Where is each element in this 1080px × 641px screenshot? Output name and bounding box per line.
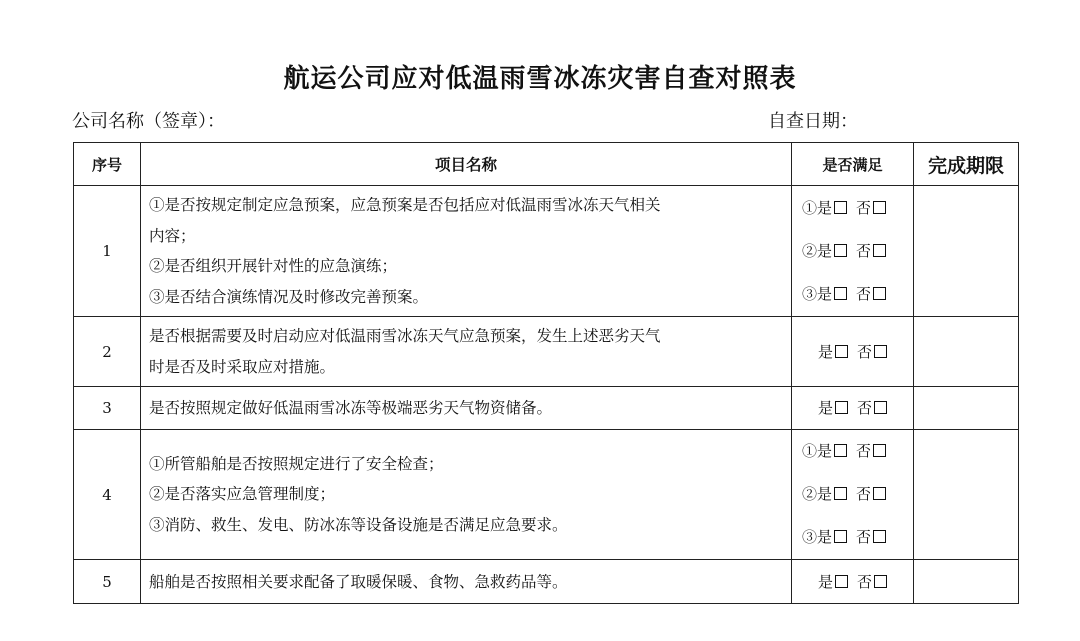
no-checkbox[interactable] <box>873 444 886 457</box>
satisfied-cell <box>792 186 914 317</box>
yes-no-option <box>792 332 913 372</box>
header-satisfied: 是否满足 <box>792 143 914 186</box>
no-label: 否 <box>856 241 872 260</box>
yes-label: 是 <box>817 284 833 303</box>
header-deadline: 完成期限 <box>914 143 1019 186</box>
no-label: 否 <box>856 284 872 303</box>
item-text-line: 时是否及时采取应对措施。 <box>149 357 336 376</box>
yes-no-option <box>792 187 913 230</box>
no-label: 否 <box>856 198 872 217</box>
check-date-label: 自查日期： <box>768 111 858 132</box>
yes-no-option <box>792 473 913 516</box>
table-row <box>74 317 1019 387</box>
no-checkbox[interactable] <box>873 530 886 543</box>
no-label: 否 <box>856 485 872 503</box>
item-text-line: ③消防、救生、发电、防冰冻等设备设施是否满足应急要求。 <box>149 515 568 534</box>
yes-no-option <box>792 230 913 273</box>
row-number: 4 <box>74 430 141 560</box>
no-checkbox[interactable] <box>873 201 886 214</box>
yes-checkbox[interactable] <box>835 575 848 588</box>
item-text-line: ②是否落实应急管理制度； <box>149 485 336 504</box>
item-description <box>141 430 792 560</box>
yes-label: 是 <box>817 528 833 546</box>
item-text-line: ①所管船舶是否按照规定进行了安全检查； <box>149 454 444 473</box>
no-checkbox[interactable] <box>874 575 887 588</box>
yes-checkbox[interactable] <box>835 345 848 358</box>
yes-checkbox[interactable] <box>834 201 847 214</box>
item-text-line: ②是否组织开展针对性的应急演练； <box>149 257 398 275</box>
no-label: 否 <box>856 528 872 546</box>
item-description <box>141 317 792 387</box>
yes-checkbox[interactable] <box>834 244 847 257</box>
satisfied-cell <box>792 430 914 560</box>
deadline-cell[interactable] <box>914 430 1019 560</box>
option-number: ③ <box>802 528 818 546</box>
no-label: 否 <box>857 572 873 591</box>
item-description <box>141 186 792 317</box>
item-text-line: 是否按照规定做好低温雨雪冰冻等极端恶劣天气物资储备。 <box>149 399 553 417</box>
table-row <box>74 430 1019 560</box>
yes-no-option <box>792 388 913 428</box>
yes-label: 是 <box>817 241 833 260</box>
yes-no-option <box>792 273 913 316</box>
yes-checkbox[interactable] <box>834 444 847 457</box>
yes-label: 是 <box>817 572 833 591</box>
header-item-name: 项目名称 <box>141 143 792 186</box>
no-checkbox[interactable] <box>873 287 886 300</box>
row-number: 1 <box>74 186 141 317</box>
yes-no-option <box>792 516 913 559</box>
document-title: 航运公司应对低温雨雪冰冻灾害自查对照表 <box>283 64 797 94</box>
company-name-label: 公司名称（签章）： <box>72 111 225 132</box>
table-row <box>74 387 1019 430</box>
deadline-cell[interactable] <box>914 387 1019 430</box>
item-text-line: 船舶是否按照相关要求配备了取暖保暖、食物、急救药品等。 <box>149 572 568 591</box>
yes-label: 是 <box>817 399 833 417</box>
yes-label: 是 <box>817 485 833 503</box>
no-checkbox[interactable] <box>873 244 886 257</box>
no-label: 否 <box>857 399 873 417</box>
satisfied-cell <box>792 560 914 604</box>
yes-checkbox[interactable] <box>834 487 847 500</box>
yes-checkbox[interactable] <box>834 287 847 300</box>
option-number: ① <box>802 198 818 217</box>
item-text-line: ①是否按规定制定应急预案，应急预案是否包括应对低温雨雪冰冻天气相关 <box>149 196 661 214</box>
option-number: ① <box>802 442 818 460</box>
table-header-row <box>74 143 1019 186</box>
self-check-table <box>73 142 1019 604</box>
item-text-line: 是否根据需要及时启动应对低温雨雪冰冻天气应急预案，发生上述恶劣天气 <box>149 327 661 345</box>
header-no: 序号 <box>74 143 141 186</box>
yes-label: 是 <box>817 198 833 217</box>
option-number: ② <box>802 485 818 503</box>
row-number: 5 <box>74 560 141 604</box>
table-row <box>74 560 1019 604</box>
no-checkbox[interactable] <box>873 487 886 500</box>
option-number: ③ <box>802 284 818 303</box>
deadline-cell[interactable] <box>914 317 1019 387</box>
no-label: 否 <box>856 442 872 460</box>
no-checkbox[interactable] <box>874 401 887 414</box>
item-description <box>141 387 792 430</box>
yes-no-option <box>792 430 913 473</box>
item-text-line: ③是否结合演练情况及时修改完善预案。 <box>149 287 429 306</box>
yes-label: 是 <box>817 442 833 460</box>
yes-no-option <box>792 562 913 602</box>
row-number: 2 <box>74 317 141 387</box>
table-row <box>74 186 1019 317</box>
yes-checkbox[interactable] <box>834 530 847 543</box>
yes-label: 是 <box>817 342 833 361</box>
option-number: ② <box>802 241 818 260</box>
deadline-cell[interactable] <box>914 186 1019 317</box>
deadline-cell[interactable] <box>914 560 1019 604</box>
row-number: 3 <box>74 387 141 430</box>
no-checkbox[interactable] <box>874 345 887 358</box>
yes-checkbox[interactable] <box>835 401 848 414</box>
item-text-line: 内容； <box>149 226 196 245</box>
no-label: 否 <box>857 342 873 361</box>
table-body <box>74 186 1019 604</box>
satisfied-cell <box>792 317 914 387</box>
item-description <box>141 560 792 604</box>
satisfied-cell <box>792 387 914 430</box>
